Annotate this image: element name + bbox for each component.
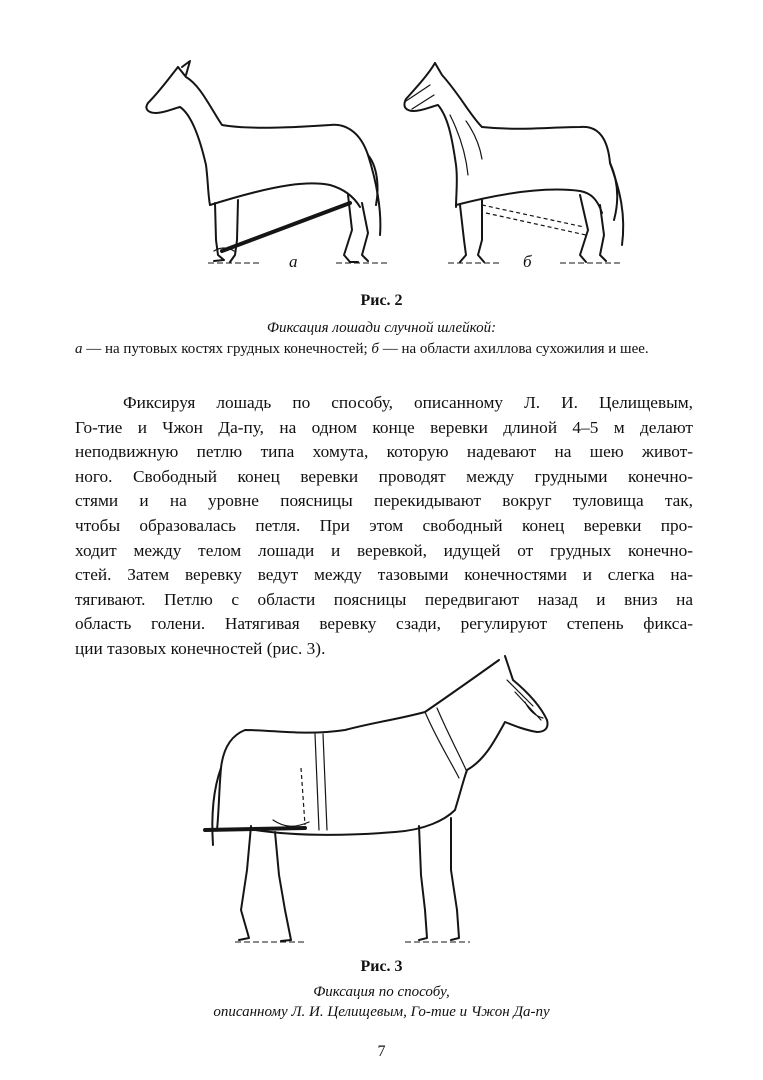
- paragraph-line: область голени. Натягивая веревку сзади, регулируют степень фикса-: [75, 614, 693, 634]
- page-number: 7: [377, 1043, 386, 1060]
- figure-2-illustration: [130, 55, 630, 280]
- paragraph-line: тягивают. Петлю с области поясницы передвигают назад и вниз на: [75, 589, 693, 609]
- paragraph-line: стями и на уровне поясницы перекидывают вокруг туловища так,: [75, 491, 693, 511]
- horse-a-drawing: [146, 61, 390, 263]
- figure-3-caption-line-1: Фиксация по способу,: [313, 984, 450, 1000]
- figure-2-caption-heading: Фиксация лошади случной шлейкой:: [266, 320, 497, 336]
- paragraph-line: ции тазовых конечностей (рис. 3).: [75, 638, 326, 658]
- figure-2-title: Рис. 2: [360, 292, 403, 309]
- figure-2-label-a: а: [289, 252, 298, 271]
- figure-2-caption-body: [75, 339, 693, 359]
- caption-text-a: — на путовых костях грудных конечностей;: [82, 341, 372, 357]
- paragraph-line: стей. Затем веревку ведут между тазовыми конечностями и слегка на-: [75, 565, 693, 585]
- body-paragraph: [75, 391, 693, 662]
- paragraph-line: ходит между телом лошади и веревкой, идущей от грудных конечно-: [75, 540, 693, 560]
- caption-text-b: — на области ахиллова сухожилия и шее.: [378, 341, 649, 357]
- figure-2-label-b: б: [523, 252, 532, 271]
- caption-marker-a: а: [75, 341, 83, 357]
- figure-3-caption: [0, 982, 763, 1022]
- paragraph-line: неподвижную петлю типа хомута, которую надевают на шею живот-: [75, 442, 693, 462]
- paragraph-line: чтобы образовалась петля. При этом свободный конец веревки про-: [75, 515, 693, 535]
- paragraph-line: Фиксируя лошадь по способу, описанному Л. И. Целищевым,: [123, 393, 693, 412]
- horse-fixation-drawing: [205, 656, 548, 942]
- paragraph-line: ного. Свободный конец веревки проводят между грудными конечно-: [75, 466, 693, 486]
- figure-3-illustration: [195, 650, 570, 950]
- caption-marker-b: б: [371, 341, 379, 357]
- figure-3-title: Рис. 3: [360, 958, 403, 975]
- horse-b-drawing: [404, 63, 623, 263]
- paragraph-line: Го-тие и Чжон Да-пу, на одном конце веревки длиной 4–5 м делают: [75, 417, 693, 437]
- figure-3-caption-line-2: описанному Л. И. Целищевым, Го-тие и Чжон Да-пу: [213, 1004, 550, 1020]
